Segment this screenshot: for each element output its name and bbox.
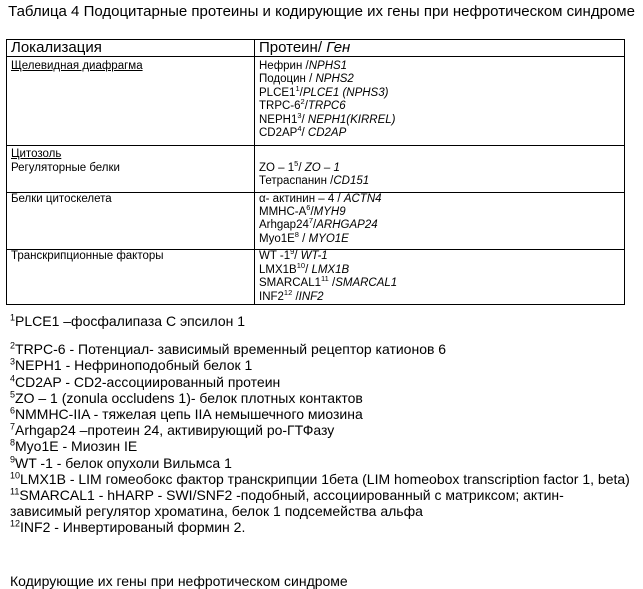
localization-label: Транскрипционные факторы	[11, 250, 164, 263]
protein-name: Myo1E	[259, 232, 295, 245]
footnote-number: 7	[10, 421, 16, 432]
protein-gene-line	[259, 73, 624, 86]
footnote-number: 1	[10, 312, 16, 323]
localization-label: Белки цитоскелета	[11, 192, 112, 205]
protein-name: CD2AP	[259, 127, 298, 140]
protein-cell	[255, 146, 625, 192]
footnote-number: 6	[10, 405, 16, 416]
gene-name: NEPH1(KIRREL)	[307, 113, 396, 126]
footnote	[10, 471, 635, 487]
footnote-ref: 11	[321, 274, 329, 284]
footnote-text: NEPH1 - Нефриноподобный белок 1	[15, 357, 253, 374]
protein-name: ZO – 1	[259, 161, 295, 174]
table-section-row	[7, 146, 625, 192]
gene-name: MYH9	[313, 206, 346, 219]
separator: /	[313, 219, 317, 232]
footnote-text: TRPC-6 - Потенциал- зависимый временный рецептор катионов 6	[15, 341, 447, 358]
footnote-ref: 4	[297, 124, 302, 134]
footnote	[10, 487, 635, 519]
footnote	[10, 341, 635, 357]
separator: /	[305, 263, 312, 276]
footnote-text: SMARCAL1 - hHARP - SWI/SNF2 -подобный, ассоциированный с матриксом; актин- зависимый регулятор хроматина, белок 1 подсемейства альфа	[10, 487, 564, 520]
footnote-ref: 9	[290, 247, 295, 257]
protein-gene-line	[259, 97, 624, 113]
footnote-number: 4	[10, 372, 16, 383]
protein-gene-line	[259, 230, 624, 246]
table-section-row	[7, 250, 625, 305]
table-section-row	[7, 192, 625, 250]
footnote	[10, 519, 635, 535]
footnote-number: 5	[10, 389, 16, 400]
protein-cell	[255, 247, 625, 305]
gene-name: CD2AP	[307, 127, 347, 140]
gene-name: INF2	[298, 290, 324, 303]
gene-name: ZO – 1	[304, 161, 340, 174]
gene-name: NPHS2	[315, 73, 354, 86]
table-section-row	[7, 57, 625, 146]
protein-name: Нефрин /	[259, 60, 309, 72]
separator: /	[301, 127, 308, 140]
protein-cell	[255, 57, 625, 146]
separator: /	[328, 277, 336, 290]
footnote-number: 3	[10, 356, 16, 367]
footnote	[10, 438, 635, 454]
footnote	[10, 313, 635, 329]
footnotes	[10, 313, 635, 536]
protein-name: NEPH1	[259, 113, 298, 126]
localization-label: Цитозоль	[11, 148, 62, 161]
protein-gene-line	[259, 247, 624, 263]
protein-gene-line	[259, 274, 624, 290]
footnote-number: 9	[10, 453, 16, 464]
footnote-text: ZO – 1 (zonula occludens 1)- белок плотных контактов	[15, 389, 363, 406]
separator: /	[292, 290, 299, 303]
protein-gene-line	[259, 159, 624, 175]
footnote-number: 11	[10, 486, 20, 497]
protein-name: TRPC-6	[259, 100, 301, 113]
localization-label: Регуляторные белки	[11, 161, 120, 174]
footnote	[10, 422, 635, 438]
spacer	[259, 148, 624, 161]
protein-gene-line	[259, 287, 624, 304]
gene-name: WT-1	[300, 250, 328, 263]
footnote-number: 10	[10, 470, 21, 481]
localization-cell	[7, 146, 255, 192]
gene-name: ARHGAP24	[316, 219, 378, 232]
footnote-text: PLCE1 –фосфалипаза С эпсилон 1	[15, 313, 246, 329]
gene-name: MYO1E	[308, 232, 349, 245]
header-protein-gene	[255, 40, 625, 57]
footnote	[10, 357, 635, 373]
footnote-number: 2	[10, 340, 16, 351]
protein-gene-line	[259, 83, 624, 100]
protein-gene-line	[259, 260, 624, 277]
protein-gene-line	[259, 193, 624, 206]
footnote-text: INF2 - Инвертированый формин 2.	[20, 519, 246, 536]
protein-cell	[255, 192, 625, 250]
separator: /	[299, 86, 303, 99]
gene-name: ACTN4	[343, 192, 382, 205]
protein-name: Тетраспанин /	[259, 175, 334, 188]
separator: /	[304, 100, 308, 113]
footnote-text: Arhgap24 –протеин 24, активирующий ро-ГТФазу	[15, 422, 335, 439]
footnote	[10, 455, 635, 471]
protein-name: PLCE1	[259, 86, 296, 99]
protein-gene-line	[259, 203, 624, 219]
footnote-text: NMMHC-IIA - тяжелая цепь IIA немышечного миозина	[15, 406, 363, 423]
cut-off-line	[10, 573, 410, 589]
separator: /	[301, 113, 308, 126]
protein-name: Подоцин /	[259, 73, 316, 86]
footnote	[10, 406, 635, 422]
footnote	[10, 390, 635, 406]
protein-gene-line	[259, 60, 624, 73]
footnote-text: Myo1E - Миозин IE	[15, 438, 138, 455]
gene-name: NPHS1	[308, 60, 348, 72]
footnote-ref: 12	[283, 287, 293, 297]
protein-name: WT -1	[259, 250, 291, 263]
separator: /	[298, 232, 309, 245]
protein-gene-line	[259, 110, 624, 127]
protein-name: α- актинин – 4 /	[259, 192, 344, 205]
gene-name: SMARCAL1	[335, 277, 398, 290]
localization-cell	[7, 192, 255, 250]
podocyte-proteins-table	[6, 39, 625, 305]
table-header-row	[7, 40, 625, 57]
footnote-ref: 8	[294, 230, 299, 240]
gene-name: PLCE1 (NPHS3)	[302, 86, 389, 99]
localization-cell	[7, 250, 255, 305]
gene-name: LMX1B	[311, 263, 350, 276]
protein-name: SMARCAL1	[259, 277, 321, 290]
protein-name: INF2	[259, 290, 284, 303]
footnote-ref: 2	[300, 97, 305, 107]
footnote-ref: 3	[297, 110, 302, 120]
localization-label: Щелевидная диафрагма	[11, 60, 143, 72]
protein-gene-line	[259, 175, 624, 188]
protein-name: MMHC-A	[259, 206, 307, 219]
separator: /	[310, 206, 314, 219]
footnote-number: 8	[10, 437, 16, 448]
footnote	[10, 374, 635, 390]
header-protein: Протеин/	[259, 39, 323, 56]
footnote-text: WT -1 - белок опухоли Вильмса 1	[15, 454, 232, 471]
footnote-ref: 7	[308, 216, 314, 226]
gene-name: CD151	[333, 175, 370, 188]
header-gene: Ген	[326, 39, 351, 56]
footnote-text: CD2AP - CD2-ассоциированный протеин	[15, 373, 281, 390]
footnote-text: LMX1B - LIM гомеобокс фактор транскрипции 1бета (LIM homeobox transcription factor 1, beta)	[20, 470, 630, 487]
localization-cell	[7, 57, 255, 146]
protein-gene-line	[259, 216, 624, 232]
footnote-ref: 1	[295, 83, 300, 93]
protein-name: Arhgap24	[259, 219, 309, 232]
footnote-ref: 10	[296, 260, 306, 270]
footnote-ref: 6	[306, 203, 311, 213]
protein-gene-line	[259, 124, 624, 140]
table-caption: Таблица 4 Подоцитарные протеины и кодирующие их гены при нефротическом синдроме	[8, 3, 635, 20]
protein-name: LMX1B	[259, 263, 297, 276]
separator: /	[294, 250, 301, 263]
header-localization: Локализация	[7, 40, 255, 57]
gene-name: TRPC6	[307, 100, 346, 113]
footnote-number: 12	[10, 518, 21, 529]
footnote-ref: 5	[294, 159, 299, 169]
separator: /	[298, 161, 305, 174]
cut-off-text: Кодирующие их гены при нефротическом синдроме	[10, 573, 348, 589]
